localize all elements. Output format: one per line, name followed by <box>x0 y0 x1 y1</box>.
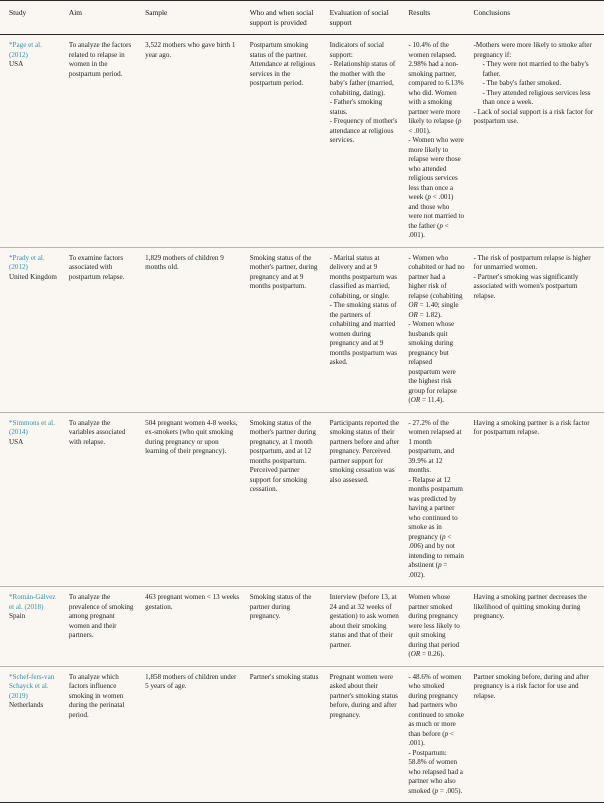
table-row <box>0 35 604 248</box>
evaluation <box>330 419 400 486</box>
study-country: Netherlands <box>9 701 44 710</box>
cell-results <box>408 35 473 248</box>
cell-study <box>0 247 69 412</box>
column-header-conclusions: Conclusions <box>474 1 604 35</box>
study-reference-link[interactable]: *Page et al. (2012) <box>9 41 42 59</box>
cell-sample: 1,829 mothers of children 9 months old. <box>145 247 250 412</box>
cell-who-and-when: Smoking status of the mother's partner, during pregnancy and at 9 months postpartum. <box>250 247 330 412</box>
evaluation-line: Participants reported the smoking status of their partners before and after pregnancy. Perceived partner support for smoking cessation was also assessed. <box>329 418 400 484</box>
cell-who-and-when: Smoking status of the mother's partner during pregnancy, at 1 month postpartum, and at 12 months postpartum. Perceived partner support for smoking cessation. <box>250 412 330 587</box>
cell-results <box>408 666 473 803</box>
cell-who-and-when: Postpartum smoking status of the partner. Attendance at religious services in the postpartum period. <box>250 35 330 248</box>
results-line: - 48.6% of women who smoked during pregnancy had partners who continued to smoke as much or more than before (p < .001). <box>408 672 464 748</box>
conclusions <box>474 41 595 127</box>
evaluation <box>330 41 400 146</box>
cell-conclusions <box>474 666 604 803</box>
cell-aim: To analyze the variables associated with relapse. <box>69 412 145 587</box>
evaluation-line: - Relationship status of the mother with the baby's father (married, cohabiting, dating). <box>329 60 396 97</box>
study-reference-link[interactable]: *Román-Gálvez et al. (2018) <box>9 593 56 611</box>
results-line: - 27.2% of the women relapsed at 1 month postpartum, and 39.9% at 12 months. <box>408 418 462 475</box>
evaluation-line: - Father's smoking status. <box>329 98 383 116</box>
results <box>408 254 464 406</box>
cell-conclusions <box>474 35 604 248</box>
cell-study <box>0 35 69 248</box>
cell-evaluation <box>330 247 409 412</box>
conclusions <box>474 419 595 438</box>
results-line: - Relapse at 12 months postpartum was predicted by having a partner who continued to smoke as in pregnancy (p < .006) and by not intending to remain abstinent (p = .002). <box>408 475 464 579</box>
evaluation <box>330 254 400 368</box>
conclusions-line: Having a smoking partner is a risk factor for postpartum relapse. <box>473 418 590 437</box>
column-header-study: Study <box>0 1 69 35</box>
cell-aim: To analyze which factors influence smoking in women during the perinatal period. <box>69 666 145 803</box>
study-country: USA <box>9 60 24 69</box>
table-header-row <box>0 1 604 35</box>
conclusions-line: - They were not married to the baby's father. <box>482 60 589 78</box>
column-header-who: Who and when social support is provided <box>250 1 330 35</box>
cell-sample: 504 pregnant women 4-8 weeks, ex-smokers (who quit smoking during pregnancy or upon learning of their pregnancy). <box>145 412 250 587</box>
cell-evaluation <box>330 35 409 248</box>
study-country: Spain <box>9 612 26 621</box>
evaluation-line: - Frequency of mother's attendance at religious services. <box>329 117 398 145</box>
cell-evaluation <box>330 587 409 667</box>
cell-sample: 463 pregnant women < 13 weeks gestation. <box>145 587 250 667</box>
conclusions-line: Having a smoking partner decreases the likelihood of quitting smoking during pregnancy. <box>473 593 587 621</box>
study-reference-link[interactable]: *Simmons et al. (2014) <box>9 418 55 437</box>
table-row <box>0 587 604 667</box>
results <box>408 673 464 797</box>
study-country: USA <box>9 437 24 446</box>
cell-results <box>408 247 473 412</box>
results <box>408 41 464 241</box>
cell-sample: 3,522 mothers who gave birth 1 year ago. <box>145 35 250 248</box>
evaluation <box>330 593 400 650</box>
cell-conclusions <box>474 587 604 667</box>
cell-conclusions <box>474 247 604 412</box>
conclusions-line: - The risk of postpartum relapse is higher for unmarried women. <box>473 253 591 272</box>
cell-aim: To examine factors associated with postpartum relapse. <box>69 247 145 412</box>
evaluation-line: Pregnant women were asked about their partner's smoking status before, during and after pregnancy. <box>329 672 398 719</box>
conclusions-line: - They attended religious services less than once a week. <box>482 88 591 107</box>
cell-results <box>408 587 473 667</box>
conclusions-line: - The baby's father smoked. <box>482 79 562 88</box>
conclusions <box>474 254 595 302</box>
conclusions-line: Partner smoking before, during and after pregnancy is a risk factor for use and relapse. <box>473 672 589 700</box>
conclusions-line: - Lack of social support is a risk factor for postpartum use. <box>473 107 594 126</box>
results <box>408 593 464 660</box>
cell-aim: To analyze the prevalence of smoking among pregnant women and their partners. <box>69 587 145 667</box>
cell-who-and-when: Partner's smoking status <box>250 666 330 803</box>
results <box>408 419 464 581</box>
cell-aim: To analyze the factors related to relapse in women in the postpartum period. <box>69 35 145 248</box>
results-line: - Women who cohabited or had no partner had a higher risk of relapse (cohabiting OR = 1.40; single OR = 1.82). <box>408 253 465 319</box>
column-header-sample: Sample <box>145 1 250 35</box>
cell-evaluation <box>330 666 409 803</box>
evaluation-line: - Marital status at delivery and at 9 months postpartum was classified as married, cohabiting, or single. <box>329 253 398 300</box>
results-line: - Postpartum: 58.8% of women who relapsed had a partner who also smoked (p = .005). <box>408 748 463 795</box>
evaluation <box>330 673 400 721</box>
cell-evaluation <box>330 412 409 587</box>
column-header-aim: Aim <box>69 1 145 35</box>
evaluation-line: - The smoking status of the partners of cohabiting and married women during pregnancy and at 9 months postpartum was asked. <box>329 301 398 367</box>
results-line: - Women whose husbands quit smoking during pregnancy but relapsed postpartum were the highest risk group for relapse (OR = 11.4). <box>408 320 457 405</box>
conclusions-line: -Mothers were more likely to smoke after pregnancy if: <box>473 41 592 59</box>
cell-sample: 1,858 mothers of children under 5 years of age. <box>145 666 250 803</box>
cell-who-and-when: Smoking status of the partner during pregnancy. <box>250 587 330 667</box>
results-line: - Women who were more likely to relapse were those who attended religious services less than once a week (p < .001) and those who were not married to the father (p < .001). <box>408 136 465 240</box>
results-line: - 10.4% of the women relapsed. 2.98% had a non-smoking partner, compared to 6.13% who did. Women with a smoking partner were more likely to relapse (p < .001). <box>408 41 464 135</box>
study-country: United Kingdom <box>9 272 57 281</box>
conclusions <box>474 593 595 622</box>
cell-study <box>0 666 69 803</box>
cell-study <box>0 412 69 587</box>
column-header-results: Results <box>408 1 473 35</box>
cell-conclusions <box>474 412 604 587</box>
table-row <box>0 247 604 412</box>
study-reference-link[interactable]: *Prady et al. (2012) <box>9 253 45 272</box>
study-reference-link[interactable]: *Schef-fers-van Schayck et al. (2019) <box>9 672 55 700</box>
column-header-evaluation: Evaluation of social support <box>330 1 409 35</box>
evaluation-line: Interview (before 13, at 24 and at 32 weeks of gestation) to ask women about their smoking status and that of their partner. <box>329 593 399 649</box>
conclusions-line: - Partner's smoking was significantly associated with women's postpartum relapse. <box>473 272 579 300</box>
cell-results <box>408 412 473 587</box>
table-row <box>0 666 604 803</box>
table-body <box>0 35 604 803</box>
results-line: Women whose partner smoked during pregnancy were less likely to quit smoking during that period (OR = 0.26). <box>408 593 460 659</box>
table-row <box>0 412 604 587</box>
evaluation-line: Indicators of social support: <box>329 41 385 59</box>
conclusions <box>474 673 595 702</box>
table-header <box>0 1 604 35</box>
cell-study <box>0 587 69 667</box>
